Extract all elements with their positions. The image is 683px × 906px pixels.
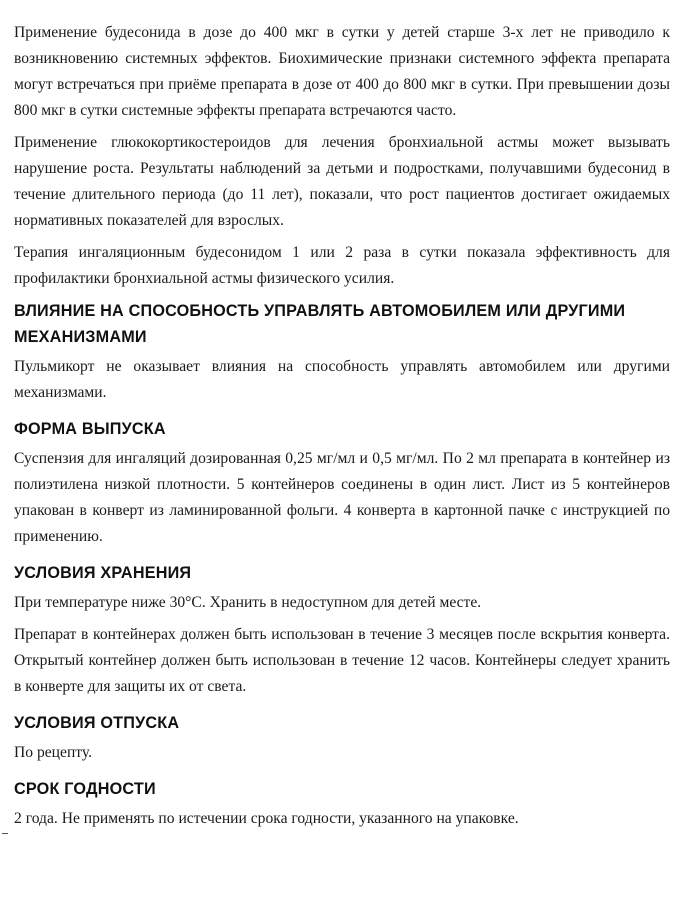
section-text-form: Суспензия для ингаляций дозированная 0,25 мг/мл и 0,5 мг/мл. По 2 мл препарата в контейнер из полиэтилена низкой плотности. 5 контейнеров соединены в один лист. Лист из 5 контейнеров упакован в конверт из ламинированной фольги. 4 конверта в картонной пачке с инструкцией по применению. [14, 450, 670, 545]
section-text-storage-temperature: При температуре ниже 30°С. Хранить в недоступном для детей месте. [14, 594, 482, 611]
section-heading-driving: ВЛИЯНИЕ НА СПОСОБНОСТЬ УПРАВЛЯТЬ АВТОМОБИЛЕМ ИЛИ ДРУГИМИ МЕХАНИЗМАМИ [14, 302, 626, 346]
section-storage [14, 560, 670, 700]
section-shelf-life [14, 776, 670, 832]
section-text-dispensing: По рецепту. [14, 744, 93, 761]
section-heading-form: ФОРМА ВЫПУСКА [14, 420, 166, 438]
intro-paragraph-growth: Применение глюкокортикостероидов для лечения бронхиальной астмы может вызывать нарушение роста. Результаты наблюдений за детьми и подростками, получавшими будесонид в течение длительного периода (до 11 лет), показали, что рост пациентов достигает ожидаемых нормативных показателей для взрослых. [14, 134, 670, 229]
document-page [14, 20, 670, 838]
section-form [14, 416, 670, 550]
intro-paragraph-exercise-asthma: Терапия ингаляционным будесонидом 1 или 2 раза в сутки показала эффективность для профилактики бронхиальной астмы физического усилия. [14, 244, 670, 287]
section-text-shelf-life: 2 года. Не применять по истечении срока годности, указанного на упаковке. [14, 810, 519, 827]
section-heading-dispensing: УСЛОВИЯ ОТПУСКА [14, 714, 180, 732]
section-heading-storage: УСЛОВИЯ ХРАНЕНИЯ [14, 564, 192, 582]
section-dispensing [14, 710, 670, 766]
margin-dash-mark [2, 833, 8, 834]
section-driving [14, 298, 670, 406]
section-heading-shelf-life: СРОК ГОДНОСТИ [14, 780, 156, 798]
intro-paragraph-systemic-effects: Применение будесонида в дозе до 400 мкг в сутки у детей старше 3-х лет не приводило к возникновению системных эффектов. Биохимические признаки системного эффекта препарата могут встречаться при приёме препарата в дозе от 400 до 800 мкг в сутки. При превышении дозы 800 мкг в сутки системные эффекты препарата встречаются часто. [14, 24, 670, 119]
section-text-storage-usage: Препарат в контейнерах должен быть использован в течение 3 месяцев после вскрытия конверта. Открытый контейнер должен быть использован в течение 12 часов. Контейнеры следует хранить в конверте для защиты их от света. [14, 626, 670, 695]
section-text-driving: Пульмикорт не оказывает влияния на способность управлять автомобилем или другими механизмами. [14, 358, 670, 401]
